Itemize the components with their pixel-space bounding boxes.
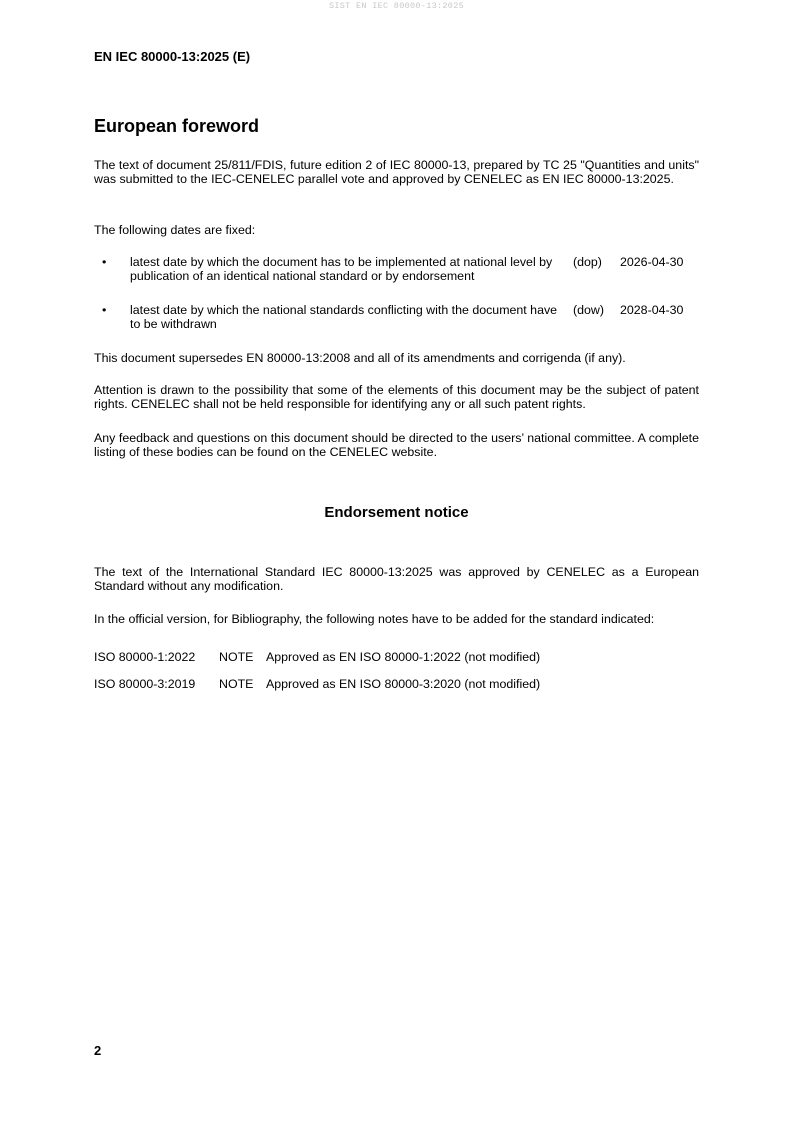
note-standard: ISO 80000-1:2022 xyxy=(94,650,196,664)
date-item-text: latest date by which the document has to be implemented at national level by publication of an identical national standard or by endorsement xyxy=(130,255,553,283)
paragraph-intro: The text of document 25/811/FDIS, future edition 2 of IEC 80000-13, prepared by TC 25 "Quantities and units" was submitted to the IEC-CENELEC parallel vote and approved by CENELEC as EN IEC 80000-13:2025. xyxy=(94,158,699,186)
date-value: 2028-04-30 xyxy=(620,303,684,317)
paragraph-supersedes: This document supersedes EN 80000-13:2008 and all of its amendments and corrigenda (if any). xyxy=(94,351,626,365)
section-title: European foreword xyxy=(94,116,260,136)
document-id-header: EN IEC 80000-13:2025 (E) xyxy=(94,49,251,64)
note-standard: ISO 80000-3:2019 xyxy=(94,677,196,691)
note-text: Approved as EN ISO 80000-3:2020 (not modified) xyxy=(266,677,541,691)
paragraph-endorsement: The text of the International Standard IEC 80000-13:2025 was approved by CENELEC as a European Standard without any modification. xyxy=(94,565,699,593)
paragraph-official-version: In the official version, for Bibliography, the following notes have to be added for the standard indicated: xyxy=(94,612,655,626)
date-code: (dop) xyxy=(573,255,602,269)
note-label: NOTE xyxy=(219,677,254,691)
endorsement-title: Endorsement notice xyxy=(324,504,469,521)
paragraph-attention: Attention is drawn to the possibility that some of the elements of this document may be the subject of patent rights. CENELEC shall not be held responsible for identifying any or all such patent rights. xyxy=(94,383,699,411)
bullet: • xyxy=(102,255,107,269)
date-code: (dow) xyxy=(573,303,604,317)
page-number: 2 xyxy=(94,1043,102,1058)
paragraph-dates-intro: The following dates are fixed: xyxy=(94,223,256,237)
date-value: 2026-04-30 xyxy=(620,255,684,269)
note-label: NOTE xyxy=(219,650,254,664)
note-text: Approved as EN ISO 80000-1:2022 (not modified) xyxy=(266,650,541,664)
bullet: • xyxy=(102,303,107,317)
watermark: SIST EN IEC 80000-13:2025 xyxy=(328,1,465,11)
date-item-text: latest date by which the national standards conflicting with the document have to be withdrawn xyxy=(130,303,558,331)
paragraph-feedback: Any feedback and questions on this document should be directed to the users’ national committee. A complete listing of these bodies can be found on the CENELEC website. xyxy=(94,431,699,459)
